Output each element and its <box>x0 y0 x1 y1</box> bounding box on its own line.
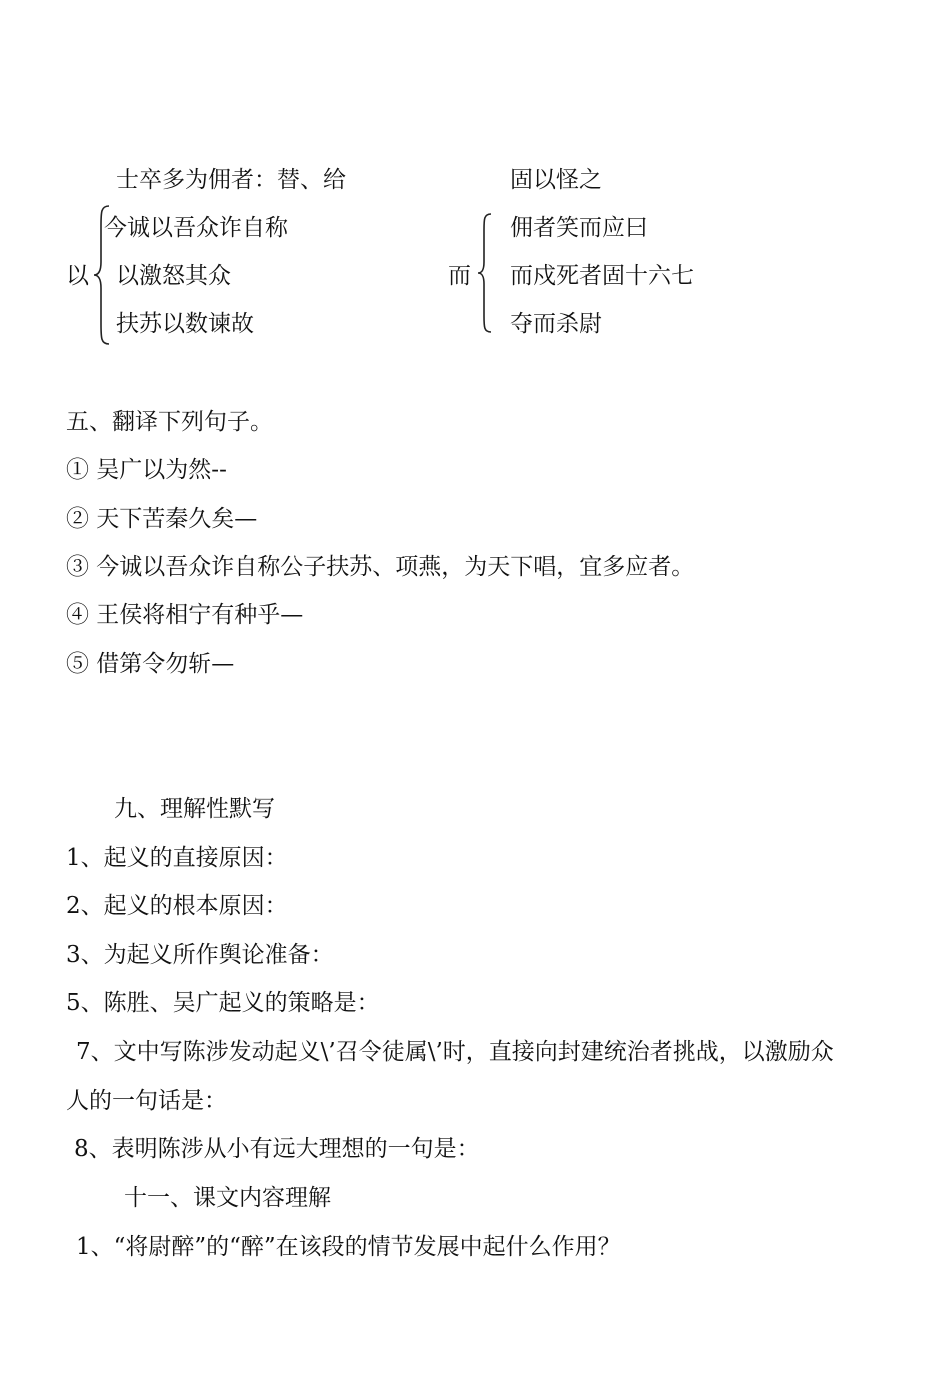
section9-item: 7、文中写陈涉发动起义\’召令徒属\’时，直接向封建统治者挑战，以激励众 <box>76 1039 834 1065</box>
usage-left-item: 以激怒其众 <box>116 263 231 289</box>
section5-title: 五、翻译下列句子。 <box>66 409 273 435</box>
section11-item: 1、“将尉醉”的“醉”在该段的情节发展中起什么作用？ <box>76 1234 621 1260</box>
section9-item: 1、起义的直接原因： <box>66 845 288 871</box>
section9-item: 8、表明陈涉从小有远大理想的一句是： <box>74 1136 480 1162</box>
section5-item: ① 吴广以为然-- <box>66 457 227 483</box>
right-brace-icon <box>476 212 494 334</box>
section9-item: 人的一句话是： <box>66 1088 227 1114</box>
section9-item: 2、起义的根本原因： <box>66 893 288 919</box>
usage-left-item: 今诚以吾众诈自称 <box>104 215 288 241</box>
section9-title: 九、理解性默写 <box>114 796 275 822</box>
section5-item: ③ 今诚以吾众诈自称公子扶苏、项燕，为天下唱，宜多应者。 <box>66 554 695 580</box>
usage-top-left: 士卒多为佣者：替、给 <box>116 167 346 193</box>
usage-right-item: 而戍死者固十六七 <box>510 263 694 289</box>
section5-item: ④ 王侯将相宁有种乎— <box>66 602 304 628</box>
usage-right-item: 佣者笑而应曰 <box>510 215 648 241</box>
usage-left-item: 扶苏以数谏故 <box>116 311 254 337</box>
section5-item: ② 天下苦秦久矣— <box>66 506 258 532</box>
usage-right-item: 夺而杀尉 <box>510 311 602 337</box>
section5-item: ⑤ 借第令勿斩— <box>66 651 235 677</box>
section9-item: 3、为起义所作舆论准备： <box>66 942 334 968</box>
usage-left-char: 以 <box>66 263 89 289</box>
usage-top-right: 固以怪之 <box>510 167 602 193</box>
section11-title: 十一、课文内容理解 <box>124 1185 331 1211</box>
section9-item: 5、陈胜、吴广起义的策略是： <box>66 990 380 1016</box>
usage-right-char: 而 <box>448 263 471 289</box>
